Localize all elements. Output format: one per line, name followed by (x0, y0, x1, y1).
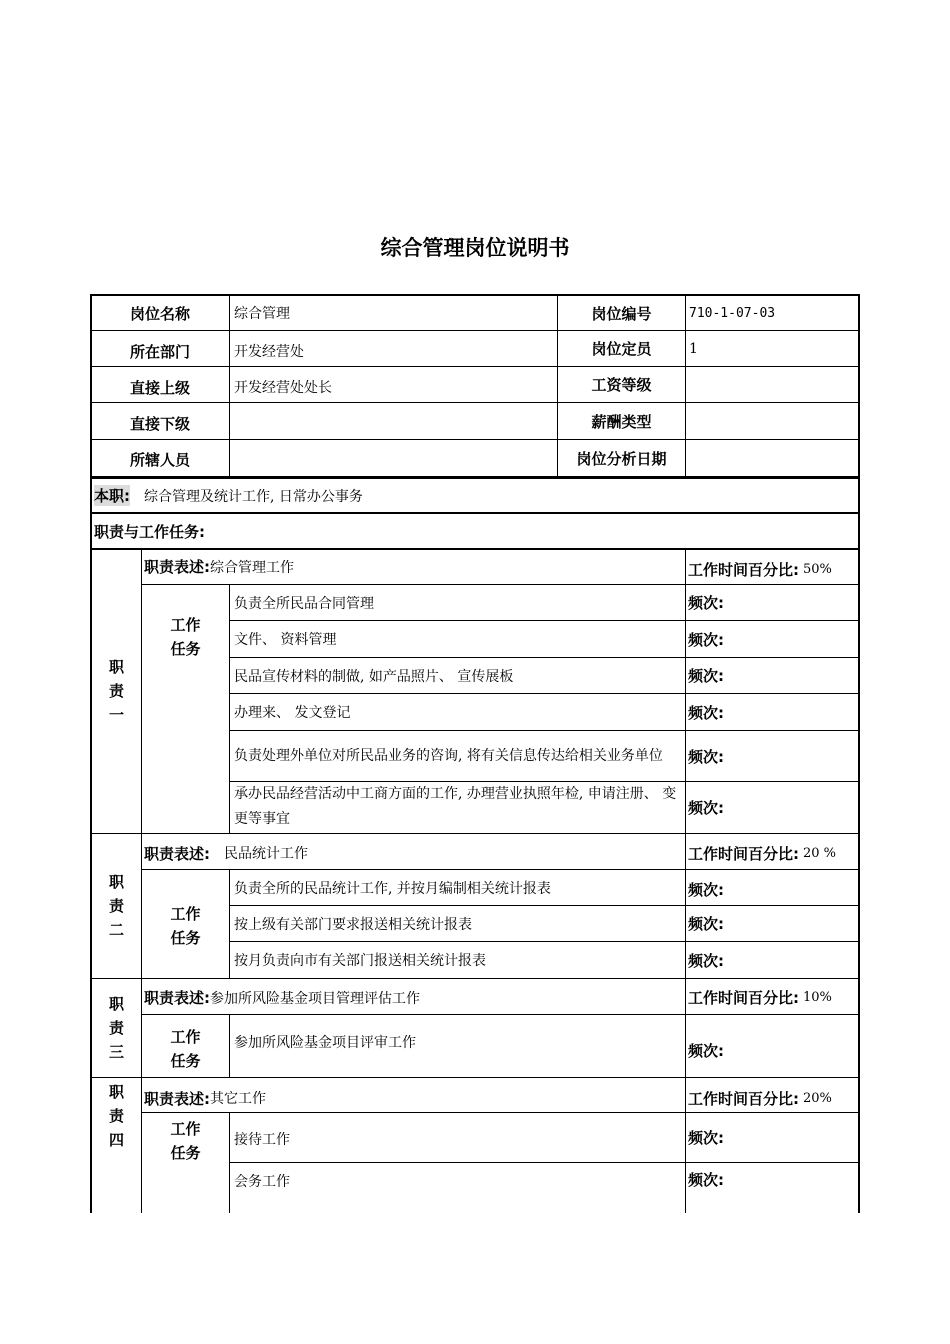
analysis-date-label: 岗位分析日期 (576, 450, 667, 468)
duty4-desc-text: 其它工作 (210, 1091, 266, 1107)
duty4-task-2: 会务工作 (234, 1174, 290, 1190)
duty3-task-label: 工作 任务 (170, 1028, 201, 1070)
superior-label: 直接上级 (129, 378, 190, 397)
duty4-pct-value: 20% (803, 1090, 832, 1106)
duty1-freq-3: 频次: (688, 667, 724, 685)
duty4-desc: 职责表述: 其它工作 (144, 1089, 266, 1108)
duty1-desc: 职责表述: 综合管理工作 (144, 558, 294, 576)
page-title: 综合管理岗位说明书 (380, 236, 570, 260)
dept-value: 开发经营处 (234, 344, 304, 360)
staff-label: 所辖人员 (129, 451, 190, 469)
post-no-value: 710-1-07-03 (689, 305, 776, 321)
post-name-label: 岗位名称 (129, 304, 190, 323)
post-name-value: 综合管理 (234, 306, 290, 322)
duty3-task-1: 参加所风险基金项目评审工作 (234, 1035, 416, 1051)
duty1-freq-2: 频次: (688, 630, 724, 649)
headcount-label: 岗位定员 (591, 340, 652, 358)
dept-label: 所在部门 (129, 342, 190, 361)
duty2-desc-text: 民品统计工作 (224, 846, 308, 862)
duty4-name: 职 责 四 (108, 1083, 124, 1149)
duty1-task-label: 工作 任务 (170, 616, 201, 658)
salary-grade-label: 工资等级 (591, 376, 652, 394)
duty1-pct: 工作时间百分比: 50% (688, 561, 832, 579)
duty3-freq-1: 频次: (688, 1041, 724, 1060)
superior-value: 开发经营处处长 (234, 380, 332, 396)
duty1-task-2: 文件、 资料管理 (234, 632, 337, 648)
main-duty-text: 综合管理及统计工作, 日常办公事务 (144, 488, 363, 505)
duty4-pct: 工作时间百分比: 20% (688, 1089, 832, 1108)
duty1-pct-value: 50% (803, 562, 832, 577)
duty2-freq-1: 频次: (688, 881, 724, 899)
duty2-freq-3: 频次: (688, 951, 724, 970)
duty3-name: 职 责 三 (108, 995, 124, 1061)
duty1-freq-4: 频次: (688, 703, 724, 722)
duty2-task-label: 工作 任务 (170, 905, 201, 947)
post-no-label: 岗位编号 (591, 304, 652, 323)
duty4-task-1: 接待工作 (234, 1132, 290, 1148)
duty2-freq-2: 频次: (688, 915, 724, 933)
duty1-task-4: 办理来、 发文登记 (234, 705, 351, 721)
duty4-task-label: 工作 任务 (170, 1120, 201, 1162)
duty2-task-2: 按上级有关部门要求报送相关统计报表 (234, 916, 472, 933)
main-duty (94, 479, 854, 512)
duties-title: 职责与工作任务: (94, 522, 205, 541)
duty2-task-3: 按月负责向市有关部门报送相关统计报表 (234, 953, 486, 969)
main-duty-label: 本职: (94, 487, 130, 505)
duty2-pct-value: 20 % (803, 845, 837, 861)
duty1-name: 职 责 一 (108, 658, 124, 724)
duty3-pct-value: 10% (803, 990, 832, 1005)
duty1-task-1: 负责全所民品合同管理 (234, 595, 374, 612)
duty2-pct: 工作时间百分比: 20 % (688, 844, 837, 863)
duty2-desc: 职责表述: 民品统计工作 (144, 844, 308, 863)
duty1-freq-6: 频次: (688, 798, 724, 817)
duty4-freq-1: 频次: (688, 1129, 724, 1147)
pay-type-label: 薪酬类型 (591, 412, 652, 431)
duty1-freq-5: 频次: (688, 747, 724, 766)
duty1-task-5: 负责处理外单位对所民品业务的咨询, 将有关信息传达给相关业务单位 (234, 747, 663, 764)
subordinate-label: 直接下级 (129, 414, 190, 433)
duty3-desc-text: 参加所风险基金项目管理评估工作 (210, 990, 420, 1007)
duty2-task-1: 负责全所的民品统计工作, 并按月编制相关统计报表 (234, 880, 551, 897)
duty1-freq-1: 频次: (688, 594, 724, 612)
duty2-name: 职 责 二 (108, 873, 124, 939)
headcount-value: 1 (689, 340, 698, 357)
duty3-pct: 工作时间百分比: 10% (688, 989, 832, 1007)
duty4-freq-2: 频次: (688, 1171, 724, 1189)
duty1-desc-text: 综合管理工作 (210, 559, 294, 576)
duty3-desc: 职责表述: 参加所风险基金项目管理评估工作 (144, 989, 420, 1007)
duty1-task-6: 承办民品经营活动中工商方面的工作, 办理营业执照年检, 申请注册、 变更等事宜 (234, 786, 677, 827)
duty1-task-3: 民品宣传材料的制做, 如产品照片、 宣传展板 (234, 668, 514, 685)
